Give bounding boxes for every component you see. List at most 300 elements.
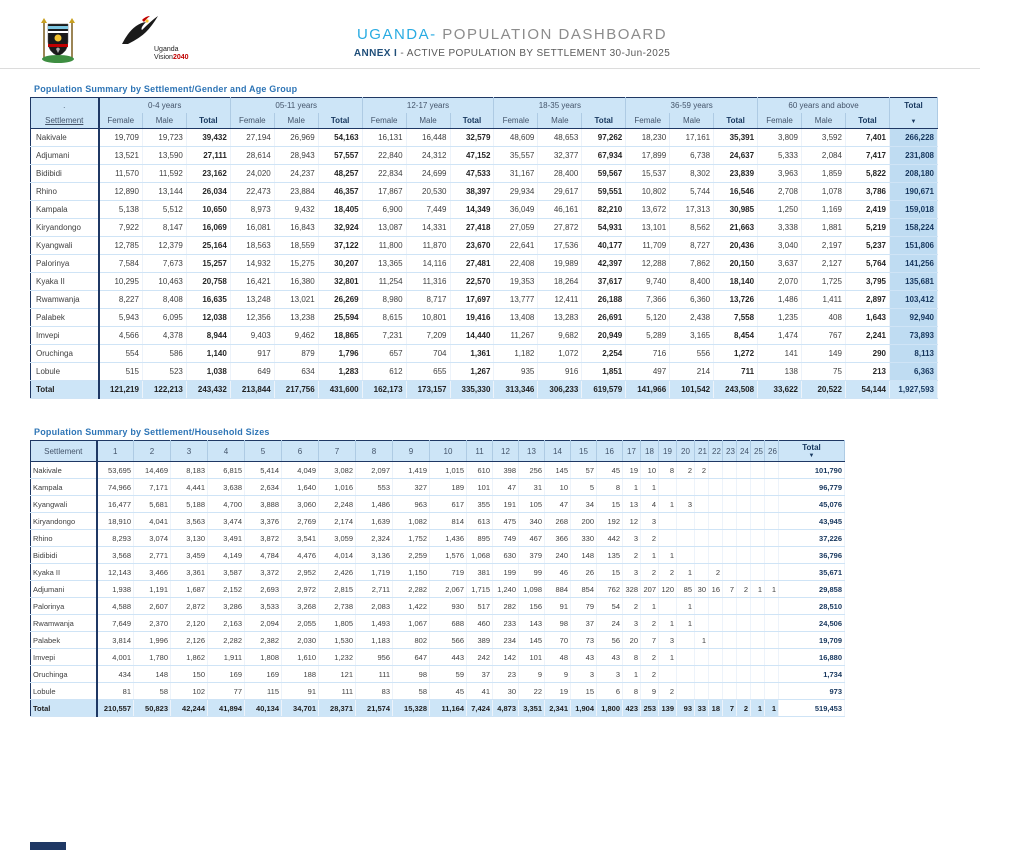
cell: 704 — [406, 345, 450, 363]
cell: 366 — [545, 530, 571, 547]
cell — [737, 547, 751, 564]
total-cell: 1,904 — [571, 700, 597, 717]
cell: 1 — [641, 479, 659, 496]
cell: 19,723 — [142, 129, 186, 147]
cell: 27,111 — [186, 147, 230, 165]
table-row — [31, 547, 845, 564]
cell: 29,934 — [494, 183, 538, 201]
cell: 8,400 — [670, 273, 714, 291]
sub-header-total: Total — [582, 113, 626, 129]
cell: 19 — [623, 462, 641, 479]
row-grand-total: 16,880 — [779, 649, 845, 666]
settlement-column-header: Settlement — [31, 441, 97, 462]
cell: 48 — [545, 649, 571, 666]
cell: 8 — [623, 649, 641, 666]
cell — [695, 683, 709, 700]
cell: 3,130 — [171, 530, 208, 547]
row-grand-total: 135,681 — [890, 273, 938, 291]
cell — [751, 530, 765, 547]
cell: 916 — [538, 363, 582, 381]
cell: 189 — [430, 479, 467, 496]
row-grand-total: 158,224 — [890, 219, 938, 237]
row-grand-total: 19,709 — [779, 632, 845, 649]
table-row — [31, 479, 845, 496]
cell: 43 — [571, 649, 597, 666]
cell: 22,570 — [450, 273, 494, 291]
cell: 930 — [430, 598, 467, 615]
cell: 2 — [641, 666, 659, 683]
household-size-table-section — [30, 427, 845, 717]
total-cell: 141,966 — [626, 381, 670, 399]
cell: 3 — [597, 666, 623, 683]
total-cell: 1 — [765, 700, 779, 717]
cell: 13 — [623, 496, 641, 513]
table-row — [31, 649, 845, 666]
cell: 256 — [519, 462, 545, 479]
table2-grand-total-header — [779, 441, 845, 462]
cell: 7 — [723, 581, 737, 598]
table-row — [31, 327, 938, 345]
cell: 16,380 — [274, 273, 318, 291]
cell: 1,719 — [356, 564, 393, 581]
total-cell: 28,371 — [319, 700, 356, 717]
cell: 9,462 — [274, 327, 318, 345]
cell: 630 — [493, 547, 519, 564]
total-cell: 2 — [737, 700, 751, 717]
cell: 9 — [519, 666, 545, 683]
cell: 192 — [597, 513, 623, 530]
cell: 22 — [519, 683, 545, 700]
table-row — [31, 291, 938, 309]
cell: 2,771 — [134, 547, 171, 564]
cell: 120 — [659, 581, 677, 598]
sub-header-total: Total — [845, 113, 889, 129]
cell: 12,288 — [626, 255, 670, 273]
cell: 2,708 — [758, 183, 802, 201]
cell: 15,257 — [186, 255, 230, 273]
cell — [751, 649, 765, 666]
cell: 3,638 — [208, 479, 245, 496]
cell — [751, 598, 765, 615]
cell — [659, 530, 677, 547]
cell: 11,592 — [142, 165, 186, 183]
total-cell: 101,542 — [670, 381, 714, 399]
total-cell: 243,432 — [186, 381, 230, 399]
cell: 3 — [641, 513, 659, 530]
cell: 9 — [641, 683, 659, 700]
cell: 5,512 — [142, 201, 186, 219]
cell: 17,867 — [362, 183, 406, 201]
total-cell: 210,557 — [97, 700, 134, 717]
row-grand-total: 45,076 — [779, 496, 845, 513]
cell: 1,235 — [758, 309, 802, 327]
cell: 26,269 — [318, 291, 362, 309]
cell: 12,785 — [99, 237, 143, 255]
cell: 767 — [802, 327, 846, 345]
cell: 19,353 — [494, 273, 538, 291]
cell: 207 — [641, 581, 659, 598]
cell: 1,938 — [97, 581, 134, 598]
cell: 240 — [545, 547, 571, 564]
cell: 234 — [493, 632, 519, 649]
cell: 1,283 — [318, 363, 362, 381]
cell: 36,049 — [494, 201, 538, 219]
cell — [695, 496, 709, 513]
cell: 2 — [659, 683, 677, 700]
cell: 67,934 — [582, 147, 626, 165]
cell: 7,922 — [99, 219, 143, 237]
cell: 1,715 — [467, 581, 493, 598]
cell — [709, 547, 723, 564]
cell: 8,980 — [362, 291, 406, 309]
cell — [737, 496, 751, 513]
cell — [751, 479, 765, 496]
cell: 24,237 — [274, 165, 318, 183]
cell: 3,541 — [282, 530, 319, 547]
page-header — [0, 26, 1024, 59]
cell: 48,609 — [494, 129, 538, 147]
cell: 79 — [571, 598, 597, 615]
cell: 85 — [677, 581, 695, 598]
table1-filter-cell — [890, 113, 938, 129]
cell — [765, 479, 779, 496]
cell — [709, 598, 723, 615]
cell: 3,637 — [758, 255, 802, 273]
cell: 1,183 — [356, 632, 393, 649]
cell — [737, 564, 751, 581]
cell: 5,188 — [171, 496, 208, 513]
cell: 1,610 — [282, 649, 319, 666]
cell: 4,149 — [208, 547, 245, 564]
cell: 35,391 — [714, 129, 758, 147]
cell — [765, 564, 779, 581]
table-row — [31, 632, 845, 649]
total-cell: 253 — [641, 700, 659, 717]
row-grand-total: 159,018 — [890, 201, 938, 219]
cell: 12,379 — [142, 237, 186, 255]
cell: 7,649 — [97, 615, 134, 632]
settlement-name: Kyaka II — [31, 273, 99, 291]
cell: 2 — [641, 649, 659, 666]
cell: 442 — [597, 530, 623, 547]
cell: 5,289 — [626, 327, 670, 345]
cell — [751, 547, 765, 564]
cell: 5 — [571, 479, 597, 496]
total-cell: 213,844 — [230, 381, 274, 399]
household-size-header: 16 — [597, 441, 623, 462]
cell: 884 — [545, 581, 571, 598]
household-size-header: 18 — [641, 441, 659, 462]
table-row — [31, 598, 845, 615]
table-row — [31, 309, 938, 327]
total-cell: 217,756 — [274, 381, 318, 399]
cell: 8,727 — [670, 237, 714, 255]
cell: 27,481 — [450, 255, 494, 273]
cell — [737, 666, 751, 683]
cell: 233 — [493, 615, 519, 632]
cell: 24,699 — [406, 165, 450, 183]
cell — [765, 462, 779, 479]
household-size-header: 9 — [393, 441, 430, 462]
total-cell: 50,823 — [134, 700, 171, 717]
cell: 37,122 — [318, 237, 362, 255]
grand-total-header-label: Total — [802, 443, 821, 452]
cell: 4,476 — [282, 547, 319, 564]
cell: 379 — [519, 547, 545, 564]
cell: 91 — [282, 683, 319, 700]
cell: 3,136 — [356, 547, 393, 564]
cell: 16 — [709, 581, 723, 598]
cell: 17,536 — [538, 237, 582, 255]
cell — [695, 564, 709, 581]
cell: 2,120 — [171, 615, 208, 632]
cell — [723, 598, 737, 615]
cell: 586 — [142, 345, 186, 363]
cell: 3,568 — [97, 547, 134, 564]
cell: 3,563 — [171, 513, 208, 530]
cell: 6,815 — [208, 462, 245, 479]
cell: 475 — [493, 513, 519, 530]
cell: 7 — [641, 632, 659, 649]
page-title — [0, 26, 1024, 43]
cell: 1,725 — [802, 273, 846, 291]
cell: 45 — [430, 683, 467, 700]
sub-header-female: Female — [758, 113, 802, 129]
cell: 149 — [802, 345, 846, 363]
sub-header-female: Female — [626, 113, 670, 129]
cell: 2 — [695, 462, 709, 479]
cell: 389 — [467, 632, 493, 649]
sub-header-male: Male — [538, 113, 582, 129]
cell: 460 — [467, 615, 493, 632]
cell: 3,474 — [208, 513, 245, 530]
cell: 20,758 — [186, 273, 230, 291]
cell: 35,557 — [494, 147, 538, 165]
cell: 1 — [765, 581, 779, 598]
settlement-name: Kiryandongo — [31, 513, 97, 530]
total-row-label: Total — [31, 381, 99, 399]
cell: 28,400 — [538, 165, 582, 183]
cell — [709, 666, 723, 683]
cell: 8,408 — [142, 291, 186, 309]
cell — [737, 462, 751, 479]
cell: 54 — [597, 598, 623, 615]
settlement-name: Nakivale — [31, 129, 99, 147]
cell: 1 — [641, 598, 659, 615]
grand-total-value: 519,453 — [779, 700, 845, 717]
cell: 16,421 — [230, 273, 274, 291]
cell: 242 — [467, 649, 493, 666]
cell: 38,397 — [450, 183, 494, 201]
table-row — [31, 165, 938, 183]
total-column-filter-button[interactable]: ▼ — [910, 119, 917, 125]
cell: 711 — [714, 363, 758, 381]
cell — [751, 632, 765, 649]
row-grand-total: 43,945 — [779, 513, 845, 530]
cell: 20,436 — [714, 237, 758, 255]
cell: 47,533 — [450, 165, 494, 183]
total-cell: 93 — [677, 700, 695, 717]
cell: 23,839 — [714, 165, 758, 183]
total-cell: 21,574 — [356, 700, 393, 717]
cell: 3,592 — [802, 129, 846, 147]
total-cell: 173,157 — [406, 381, 450, 399]
cell — [765, 513, 779, 530]
household-size-header: 26 — [765, 441, 779, 462]
subtitle-annex: ANNEX I — [353, 48, 398, 59]
cell — [695, 666, 709, 683]
cell: 98 — [393, 666, 430, 683]
cell: 7,209 — [406, 327, 450, 345]
cell: 1,232 — [319, 649, 356, 666]
age-group-header: 36-59 years — [626, 98, 758, 114]
settlement-name: Kiryandongo — [31, 219, 99, 237]
cell — [695, 530, 709, 547]
cell: 657 — [362, 345, 406, 363]
cell: 141 — [758, 345, 802, 363]
sub-header-male: Male — [274, 113, 318, 129]
cell: 2 — [623, 598, 641, 615]
cell: 2,711 — [356, 581, 393, 598]
cell: 290 — [845, 345, 889, 363]
cell: 8,615 — [362, 309, 406, 327]
cell: 105 — [519, 496, 545, 513]
household-size-header: 1 — [97, 441, 134, 462]
cell: 2,197 — [802, 237, 846, 255]
cell: 2,815 — [319, 581, 356, 598]
cell: 3 — [623, 530, 641, 547]
cell: 28,614 — [230, 147, 274, 165]
table1-title: Population Summary by Settlement/Gender and Age Group — [34, 84, 298, 94]
cell: 145 — [519, 632, 545, 649]
cell: 3,074 — [134, 530, 171, 547]
table-row — [31, 183, 938, 201]
cell: 13,144 — [142, 183, 186, 201]
cell: 20,530 — [406, 183, 450, 201]
cell: 2,094 — [245, 615, 282, 632]
cell: 8,147 — [142, 219, 186, 237]
cell: 20,949 — [582, 327, 626, 345]
cell: 30,985 — [714, 201, 758, 219]
cell: 2,769 — [282, 513, 319, 530]
cell: 1 — [659, 496, 677, 513]
row-grand-total: 36,796 — [779, 547, 845, 564]
cell: 3,338 — [758, 219, 802, 237]
cell — [737, 598, 751, 615]
sub-header-female: Female — [99, 113, 143, 129]
table1-corner-cell: . — [31, 98, 99, 114]
household-size-header: 13 — [519, 441, 545, 462]
cell — [723, 462, 737, 479]
cell: 81 — [97, 683, 134, 700]
cell — [659, 513, 677, 530]
cell: 719 — [430, 564, 467, 581]
cell: 46 — [545, 564, 571, 581]
cell: 895 — [467, 530, 493, 547]
cell: 554 — [99, 345, 143, 363]
cell: 37 — [467, 666, 493, 683]
sub-header-female: Female — [230, 113, 274, 129]
cell: 11,800 — [362, 237, 406, 255]
cell: 956 — [356, 649, 393, 666]
cell — [723, 513, 737, 530]
cell: 523 — [142, 363, 186, 381]
cell: 26,034 — [186, 183, 230, 201]
cell: 27,059 — [494, 219, 538, 237]
cell: 4,784 — [245, 547, 282, 564]
cell: 9,682 — [538, 327, 582, 345]
cell — [765, 530, 779, 547]
cell: 82,210 — [582, 201, 626, 219]
cell: 2,248 — [319, 496, 356, 513]
cell: 5,822 — [845, 165, 889, 183]
total-column-filter-button[interactable]: ▼ — [808, 453, 815, 459]
cell: 18,563 — [230, 237, 274, 255]
row-grand-total: 24,506 — [779, 615, 845, 632]
cell: 32,377 — [538, 147, 582, 165]
cell: 188 — [282, 666, 319, 683]
cell: 9,403 — [230, 327, 274, 345]
cell: 200 — [571, 513, 597, 530]
cell: 1,169 — [802, 201, 846, 219]
cell — [677, 632, 695, 649]
cell: 1 — [695, 632, 709, 649]
cell: 2 — [641, 615, 659, 632]
cell: 282 — [493, 598, 519, 615]
cell: 610 — [467, 462, 493, 479]
cell — [709, 496, 723, 513]
cell: 5,120 — [626, 309, 670, 327]
cell: 74,966 — [97, 479, 134, 496]
age-group-header: 12-17 years — [362, 98, 494, 114]
cell: 8,302 — [670, 165, 714, 183]
cell: 1,851 — [582, 363, 626, 381]
cell: 18,140 — [714, 273, 758, 291]
settlement-name: Kyangwali — [31, 496, 97, 513]
cell: 24,020 — [230, 165, 274, 183]
cell: 1 — [677, 615, 695, 632]
table-row — [31, 237, 938, 255]
cell: 70 — [545, 632, 571, 649]
table-row — [31, 363, 938, 381]
sub-header-female: Female — [494, 113, 538, 129]
cell: 13,521 — [99, 147, 143, 165]
cell: 40,177 — [582, 237, 626, 255]
cell: 98 — [545, 615, 571, 632]
cell — [709, 513, 723, 530]
cell: 4,001 — [97, 649, 134, 666]
cell: 46,357 — [318, 183, 362, 201]
household-size-header: 17 — [623, 441, 641, 462]
cell: 11,570 — [99, 165, 143, 183]
cell: 9,740 — [626, 273, 670, 291]
cell: 1,911 — [208, 649, 245, 666]
cell: 556 — [670, 345, 714, 363]
cell — [723, 649, 737, 666]
cell: 3,809 — [758, 129, 802, 147]
cell — [723, 632, 737, 649]
cell: 135 — [597, 547, 623, 564]
cell — [737, 479, 751, 496]
cell: 10,295 — [99, 273, 143, 291]
cell: 3,376 — [245, 513, 282, 530]
cell: 13,238 — [274, 309, 318, 327]
cell: 1,576 — [430, 547, 467, 564]
cell: 14,116 — [406, 255, 450, 273]
cell: 145 — [545, 462, 571, 479]
population-by-age-table — [30, 97, 938, 399]
table-row — [31, 201, 938, 219]
